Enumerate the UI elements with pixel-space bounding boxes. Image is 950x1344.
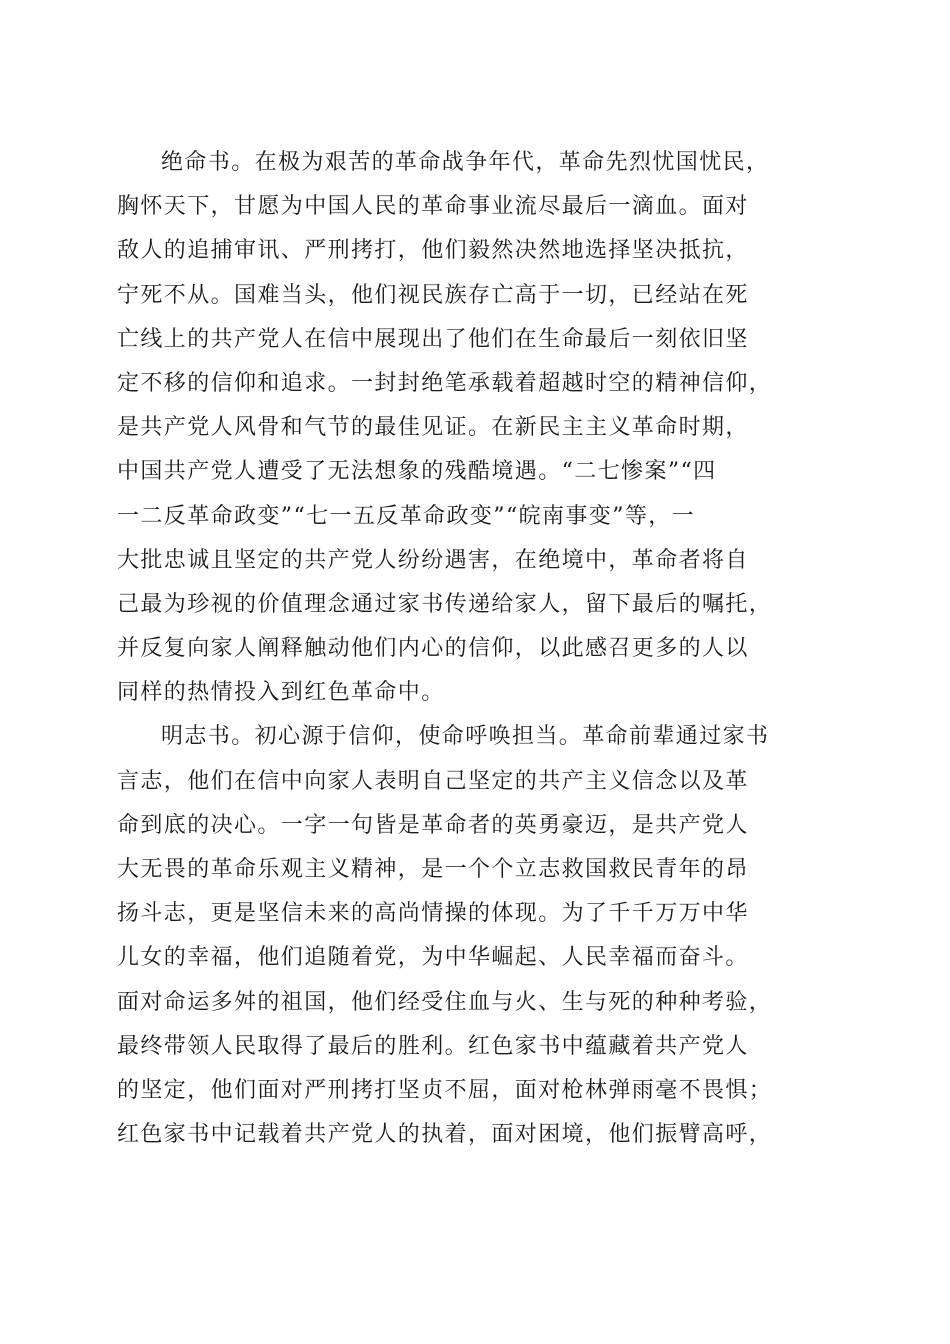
text-line: 言志，他们在信中向家人表明自己坚定的共产主义信念以及革 — [117, 768, 749, 794]
body-text — [117, 141, 837, 1157]
text-line: 己最为珍视的价值理念通过家书传递给家人，留下最后的嘱托， — [117, 591, 773, 617]
text-line: 定不移的信仰和追求。一封封绝笔承载着超越时空的精神信仰， — [117, 370, 773, 396]
text-line: 一二反革命政变”“七一五反革命政变”“皖南事变”等，一 — [117, 503, 696, 529]
text-line: 儿女的幸福，他们追随着党，为中华崛起、人民幸福而奋斗。 — [117, 945, 749, 971]
paragraph-aspiration-letters — [117, 715, 837, 1157]
text-line: 绝命书。在极为艰苦的革命战争年代，革命先烈忧国忧民， — [161, 150, 770, 175]
text-line: 胸怀天下，甘愿为中国人民的革命事业流尽最后一滴血。面对 — [117, 194, 749, 220]
text-line: 扬斗志，更是坚信未来的高尚情操的体现。为了千千万万中华 — [117, 901, 749, 927]
text-line: 命到底的决心。一字一句皆是革命者的英勇豪迈，是共产党人 — [117, 812, 749, 838]
text-line: 红色家书中记载着共产党人的执着，面对困境，他们振臂高呼， — [117, 1122, 773, 1148]
text-line: 最终带领人民取得了最后的胜利。红色家书中蕴藏着共产党人 — [117, 1033, 749, 1059]
text-line: 是共产党人风骨和气节的最佳见证。在新民主主义革命时期， — [117, 415, 749, 441]
text-line: 敌人的追捕审讯、严刑拷打，他们毅然决然地选择坚决抵抗， — [117, 238, 749, 264]
text-line: 亡线上的共产党人在信中展现出了他们在生命最后一刻依旧坚 — [117, 326, 749, 352]
text-line: 同样的热情投入到红色革命中。 — [117, 680, 445, 706]
text-line: 并反复向家人阐释触动他们内心的信仰，以此感召更多的人以 — [117, 636, 749, 662]
text-line: 明志书。初心源于信仰，使命呼唤担当。革命前辈通过家书 — [161, 724, 770, 750]
text-line: 大批忠诚且坚定的共产党人纷纷遇害，在绝境中，革命者将自 — [117, 547, 749, 573]
text-line: 大无畏的革命乐观主义精神，是一个个立志救国救民青年的昂 — [117, 857, 749, 882]
text-line: 的坚定，他们面对严刑拷打坚贞不屈，面对枪林弹雨毫不畏惧； — [117, 1077, 773, 1103]
text-line: 中国共产党人遭受了无法想象的残酷境遇。“二七惨案”“四 — [117, 459, 717, 485]
text-line: 面对命运多舛的祖国，他们经受住血与火、生与死的种种考验， — [117, 989, 773, 1015]
paragraph-last-letters — [117, 141, 837, 715]
text-line: 宁死不从。国难当头，他们视民族存亡高于一切，已经站在死 — [117, 282, 749, 308]
